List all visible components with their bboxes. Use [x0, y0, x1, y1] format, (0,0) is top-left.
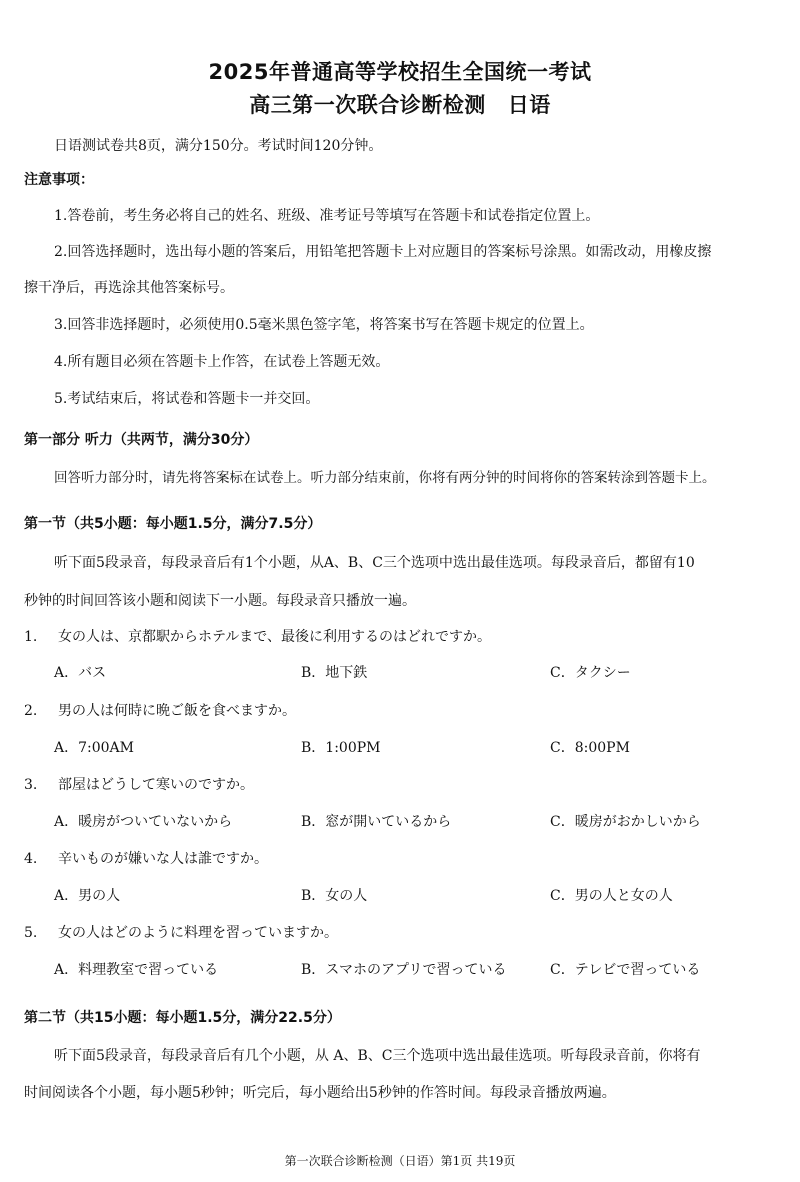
intro-text: 日语测试卷共8页，满分150分。考试时间120分钟。 — [54, 138, 383, 154]
option-b: B．スマホのアプリで習っている — [301, 962, 507, 978]
question-text: 男の人は何時に晩ご飯を食べますか。 — [58, 703, 296, 719]
note-item-2: 2.回答选择题时，选出每小题的答案后，用铅笔把答题卡上对应题目的答案标号涂黑。如需改动，用橡皮擦 — [54, 244, 712, 260]
question-1 — [24, 627, 780, 647]
option-c: C．8:00PM — [550, 740, 630, 756]
page-footer: 第一次联合诊断检测（日语）第1页 共19页 — [284, 1154, 516, 1168]
option-c: C．男の人と女の人 — [550, 888, 673, 904]
section2-instruction-1: 听下面5段录音，每段录音后有几个小题，从 A、B、C三个选项中选出最佳选项。听每段录音前，你将有 — [54, 1048, 701, 1064]
question-5 — [24, 923, 780, 943]
exam-title: 2025年普通高等学校招生全国统一考试 — [208, 60, 592, 84]
option-a: A．7:00AM — [54, 740, 134, 756]
question-3-options — [54, 812, 780, 832]
section1-instruction-2: 秒钟的时间回答该小题和阅读下一小题。每段录音只播放一遍。 — [24, 593, 416, 609]
note-item-4: 4.所有题目必须在答题卡上作答，在试卷上答题无效。 — [54, 354, 390, 370]
question-number: 4. — [24, 851, 38, 867]
option-b: B．窓が開いているから — [301, 814, 452, 830]
question-number: 3. — [24, 777, 38, 793]
option-b: B．1:00PM — [301, 740, 381, 756]
question-text: 女の人はどのように料理を習っていますか。 — [58, 925, 338, 941]
option-c: C．タクシー — [550, 665, 631, 681]
question-1-options — [54, 663, 780, 683]
option-c: C．テレビで習っている — [550, 962, 701, 978]
question-2-options — [54, 738, 780, 758]
part1-heading: 第一部分 听力（共两节，满分30分） — [24, 432, 259, 448]
question-number: 1. — [24, 629, 38, 645]
option-a: A．男の人 — [54, 888, 121, 904]
question-text: 女の人は、京都駅からホテルまで、最後に利用するのはどれですか。 — [58, 629, 492, 645]
notes-heading: 注意事项： — [24, 172, 94, 188]
question-text: 辛いものが嫌いな人は誰ですか。 — [58, 851, 268, 867]
note-item-1: 1.答卷前，考生务必将自己的姓名、班级、准考证号等填写在答题卡和试卷指定位置上。 — [54, 208, 600, 224]
section2-heading: 第二节（共15小题：每小题1.5分，满分22.5分） — [24, 1010, 341, 1026]
option-a: A．暖房がついていないから — [54, 814, 233, 830]
note-item-5: 5.考试结束后，将试卷和答题卡一并交回。 — [54, 391, 320, 407]
subtitle-subject: 日语 — [507, 93, 551, 117]
note-item-3: 3.回答非选择题时，必须使用0.5毫米黑色签字笔，将答案书写在答题卡规定的位置上。 — [54, 317, 594, 333]
option-c: C．暖房がおかしいから — [550, 814, 701, 830]
subtitle-main: 高三第一次联合诊断检测 — [249, 93, 486, 117]
question-3 — [24, 775, 780, 795]
option-b: B．女の人 — [301, 888, 368, 904]
question-4-options — [54, 886, 780, 906]
part1-instruction: 回答听力部分时，请先将答案标在试卷上。听力部分结束前，你将有两分钟的时间将你的答案转涂到答题卡上。 — [54, 470, 716, 486]
option-a: A．料理教室で習っている — [54, 962, 219, 978]
section2-instruction-2: 时间阅读各个小题，每小题5秒钟；听完后，每小题给出5秒钟的作答时间。每段录音播放两遍。 — [24, 1085, 616, 1101]
option-b: B．地下鉄 — [301, 665, 368, 681]
exam-subtitle — [0, 89, 800, 119]
question-number: 5. — [24, 925, 38, 941]
section1-instruction-1: 听下面5段录音，每段录音后有1个小题，从A、B、C三个选项中选出最佳选项。每段录音后，都留有10 — [54, 555, 695, 571]
section1-heading: 第一节（共5小题：每小题1.5分，满分7.5分） — [24, 516, 322, 532]
question-5-options — [54, 960, 780, 980]
question-4 — [24, 849, 780, 869]
question-number: 2. — [24, 703, 38, 719]
question-text: 部屋はどうして寒いのですか。 — [58, 777, 254, 793]
option-a: A．バス — [54, 665, 107, 681]
note-item-2-cont: 擦干净后，再选涂其他答案标号。 — [24, 280, 234, 296]
question-2 — [24, 701, 780, 721]
